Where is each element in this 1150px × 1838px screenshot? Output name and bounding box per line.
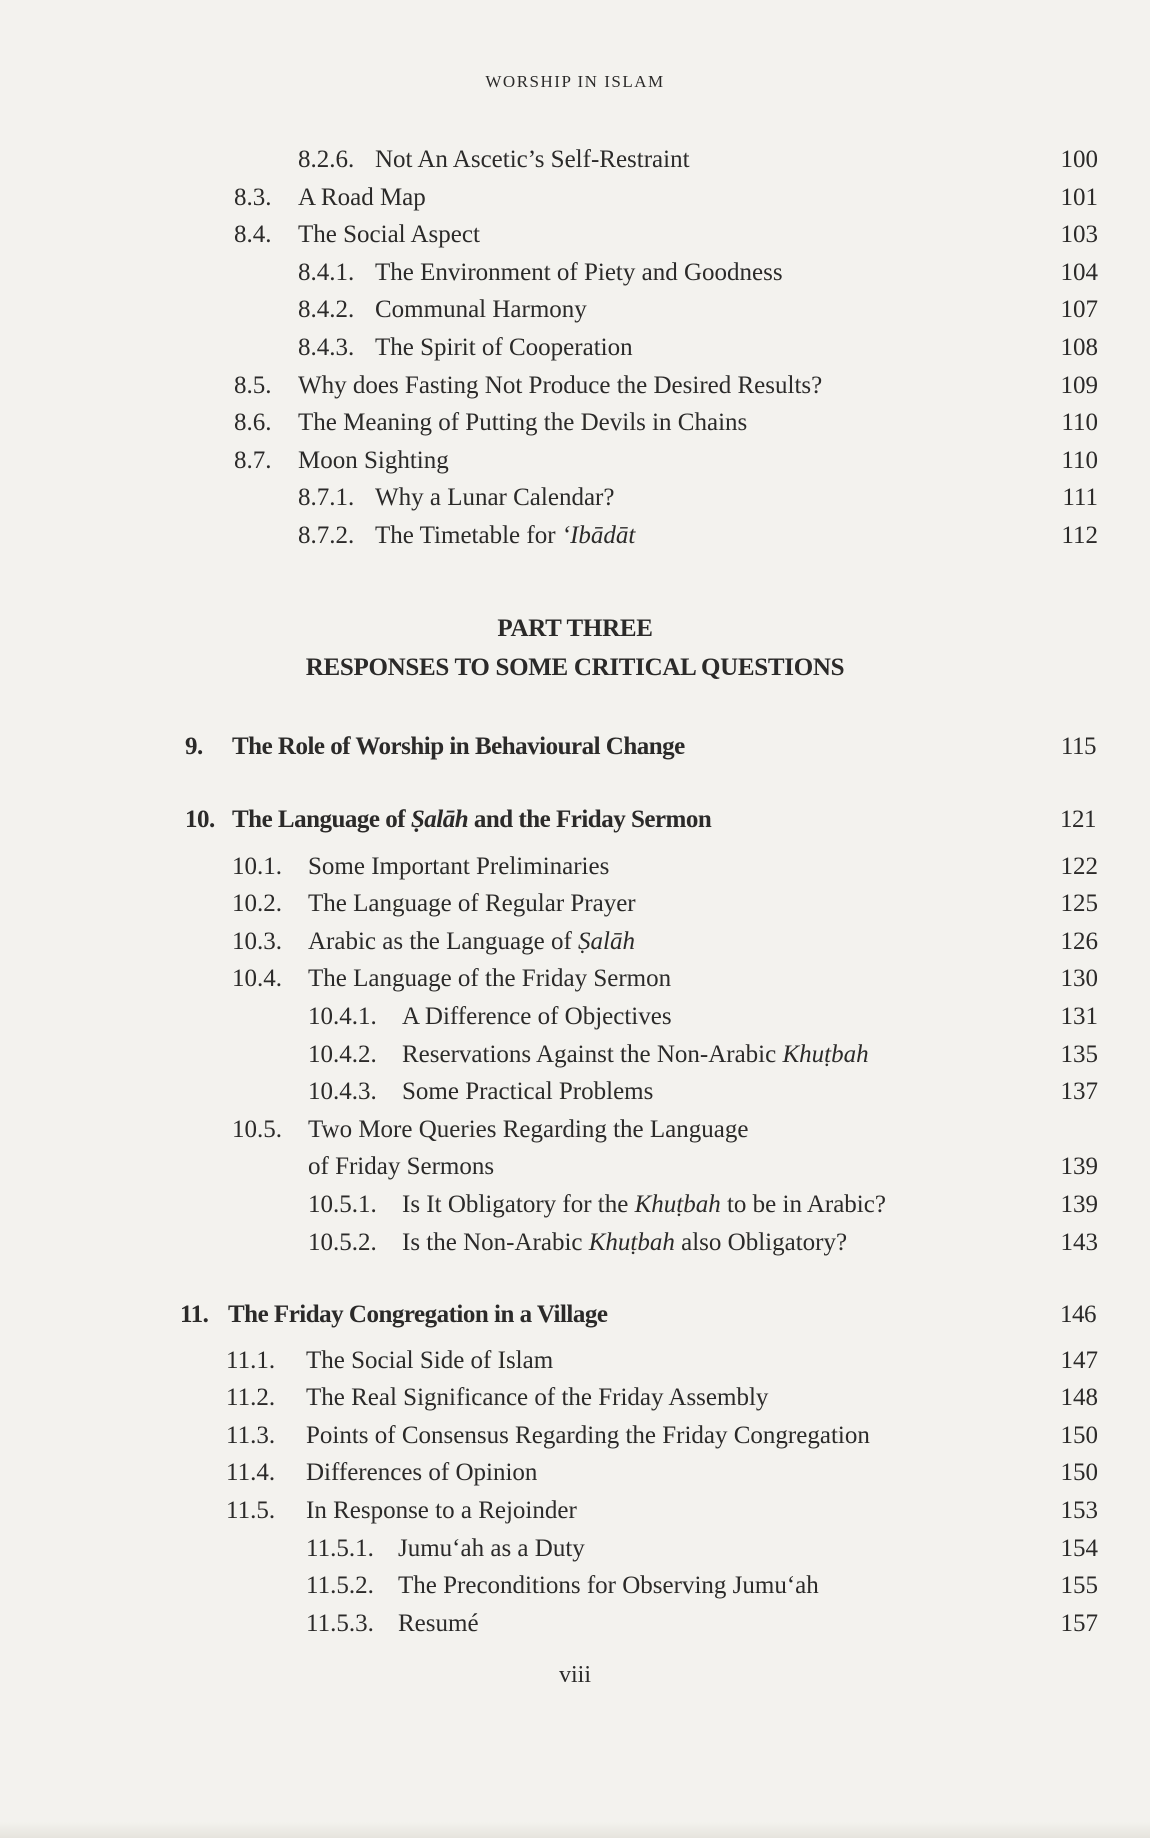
toc-entry [0, 216, 1150, 254]
entry-page-number: 137 [1060, 1078, 1098, 1106]
entry-number: 11.1. [226, 1346, 276, 1374]
entry-title [402, 1186, 886, 1224]
entry-title-text: The Social Side of Islam [306, 1346, 554, 1374]
part-label: PART THREE [497, 615, 653, 642]
entry-title [306, 1342, 553, 1380]
entry-title-text: Communal Harmony [375, 296, 587, 324]
entry-title-text: The Spirit of Cooperation [375, 333, 633, 361]
entry-title [375, 329, 633, 367]
entry-title-text: The Real Significance of the Friday Assembly [306, 1384, 769, 1412]
entry-number: 11.5. [226, 1496, 276, 1524]
entry-title-text: Points of Consensus Regarding the Friday Congregation [306, 1421, 870, 1449]
entry-page-number: 146 [1060, 1301, 1096, 1328]
entry-title-text: A Difference of Objectives [402, 1002, 672, 1030]
toc-entry [0, 1148, 1150, 1186]
entry-page-number: 110 [1061, 409, 1098, 437]
entry-title-text: The Meaning of Putting the Devils in Chains [298, 409, 748, 437]
entry-title [308, 885, 636, 923]
entry-title [308, 848, 609, 886]
entry-title-text: The Language of the Friday Sermon [308, 965, 672, 993]
entry-number: 8.7.1. [298, 484, 355, 512]
entry-title-italic-term: Ṣalāh [578, 927, 635, 955]
entry-title [232, 801, 711, 839]
entry-number: 10.4.3. [308, 1078, 377, 1106]
running-head: WORSHIP IN ISLAM [485, 72, 665, 91]
entry-title [232, 728, 685, 766]
entry-number: 10.5.1. [308, 1190, 377, 1218]
part-title: RESPONSES TO SOME CRITICAL QUESTIONS [305, 654, 845, 681]
entry-title-italic-term: Ṣalāh [410, 806, 469, 833]
toc-entry [0, 1111, 1150, 1149]
toc-entry [0, 923, 1150, 961]
entry-title [398, 1567, 819, 1605]
toc-entry [0, 1605, 1150, 1643]
entry-title [308, 923, 635, 961]
entry-number: 10.1. [232, 852, 282, 880]
entry-number: 10.5.2. [308, 1228, 377, 1256]
entry-page-number: 131 [1060, 1002, 1098, 1030]
entry-page-number: 121 [1060, 806, 1096, 833]
entry-title-text: The Language of [232, 806, 411, 833]
entry-title [375, 254, 783, 292]
toc-entry [0, 479, 1150, 517]
entry-number: 8.4. [234, 221, 272, 249]
entry-title [398, 1605, 479, 1643]
entry-page-number: 153 [1060, 1496, 1098, 1524]
entry-title-italic-term: Khuṭbah [588, 1228, 675, 1256]
entry-title [402, 1224, 847, 1262]
entry-title-italic-term: Khuṭbah [634, 1190, 721, 1218]
entry-title [402, 1073, 653, 1111]
entry-page-number: 122 [1060, 852, 1098, 880]
toc-entry [0, 141, 1150, 179]
entry-title-text: Not An Ascetic’s Self-Restraint [375, 146, 690, 173]
toc-entry [0, 1224, 1150, 1262]
page-number-folio: viii [558, 1662, 591, 1688]
entry-title-text: Jumu‘ah as a Duty [398, 1534, 585, 1562]
entry-title-text: also Obligatory? [674, 1228, 848, 1256]
entry-title [306, 1454, 537, 1492]
entry-title-text: to be in Arabic? [720, 1190, 886, 1218]
toc-entry [0, 1454, 1150, 1492]
entry-title [298, 442, 449, 480]
entry-number: 8.6. [234, 409, 272, 437]
entry-page-number: 103 [1060, 221, 1098, 249]
entry-title [306, 1417, 870, 1455]
entry-title [306, 1379, 768, 1417]
entry-title-text: of Friday Sermons [308, 1153, 495, 1181]
entry-title [402, 1036, 869, 1074]
toc-entry [0, 848, 1150, 886]
entry-page-number: 143 [1060, 1228, 1098, 1256]
entry-page-number: 154 [1060, 1534, 1098, 1562]
entry-number: 8.2.6. [298, 146, 355, 173]
entry-title-text: Why a Lunar Calendar? [375, 484, 615, 512]
entry-title-text: Moon Sighting [298, 446, 449, 474]
entry-number: 8.4.2. [298, 296, 355, 324]
entry-title [398, 1530, 585, 1568]
entry-page-number: 109 [1060, 371, 1098, 399]
entry-number: 8.4.1. [298, 258, 355, 286]
entry-title [375, 517, 635, 555]
entry-page-number: 135 [1060, 1040, 1098, 1068]
entry-page-number: 107 [1060, 296, 1098, 324]
entry-number: 11.2. [226, 1384, 276, 1412]
entry-title [306, 1492, 577, 1530]
entry-page-number: 100 [1060, 146, 1098, 173]
toc-entry [0, 960, 1150, 998]
entry-number: 10. [185, 806, 215, 833]
toc-chapter-entry [0, 1296, 1150, 1334]
entry-page-number: 139 [1060, 1153, 1098, 1181]
entry-page-number: 150 [1060, 1421, 1098, 1449]
entry-page-number: 108 [1060, 333, 1098, 361]
entry-page-number: 155 [1060, 1572, 1098, 1600]
toc-entry [0, 1567, 1150, 1605]
entry-number: 11. [180, 1301, 209, 1328]
entry-number: 8.7. [234, 446, 272, 474]
toc-entry [0, 1036, 1150, 1074]
entry-title [298, 367, 822, 405]
toc-entry [0, 404, 1150, 442]
entry-page-number: 125 [1060, 890, 1098, 918]
toc-entry [0, 179, 1150, 217]
entry-title-text: In Response to a Rejoinder [306, 1496, 577, 1524]
entry-page-number: 139 [1060, 1190, 1098, 1218]
toc-entry [0, 254, 1150, 292]
toc-entry [0, 517, 1150, 555]
entry-number: 8.4.3. [298, 333, 355, 361]
toc-entry [0, 329, 1150, 367]
page-edge [0, 1822, 1150, 1838]
entry-title-text: The Social Aspect [298, 221, 480, 249]
entry-number: 10.5. [232, 1115, 282, 1143]
entry-page-number: 104 [1060, 258, 1098, 286]
entry-page-number: 148 [1060, 1384, 1098, 1412]
entry-title [375, 479, 614, 517]
entry-page-number: 101 [1060, 183, 1098, 211]
entry-title-text: Some Practical Problems [402, 1078, 654, 1106]
entry-title [308, 960, 671, 998]
entry-number: 8.3. [234, 183, 272, 211]
entry-page-number: 126 [1060, 927, 1098, 955]
entry-page-number: 157 [1060, 1609, 1098, 1637]
entry-title [228, 1296, 607, 1334]
entry-title-text: Is It Obligatory for the [402, 1190, 635, 1218]
entry-number: 10.4.1. [308, 1002, 377, 1030]
toc-section-chapter-10 [0, 801, 1150, 1261]
entry-number: 8.5. [234, 371, 272, 399]
entry-title-text: The Environment of Piety and Goodness [375, 258, 783, 286]
entry-number: 11.5.3. [306, 1609, 374, 1637]
entry-title-text: and the Friday Sermon [468, 806, 712, 833]
entry-title-text: Is the Non-Arabic [402, 1228, 589, 1256]
entry-page-number: 112 [1061, 521, 1098, 549]
entry-page-number: 111 [1062, 484, 1098, 512]
entry-number: 10.2. [232, 890, 282, 918]
toc-entry [0, 1073, 1150, 1111]
entry-number: 9. [185, 733, 203, 760]
entry-number: 11.5.1. [306, 1534, 374, 1562]
toc-chapter-entry [0, 801, 1150, 839]
entry-title-italic-term: ‘Ibādāt [561, 521, 636, 549]
entry-title-text: Arabic as the Language of [308, 927, 579, 955]
entry-title [298, 216, 480, 254]
toc-entry [0, 998, 1150, 1036]
entry-page-number: 147 [1060, 1346, 1098, 1374]
toc-section-chapter-11 [0, 1296, 1150, 1642]
entry-title-text: A Road Map [298, 183, 426, 211]
entry-number: 11.3. [226, 1421, 276, 1449]
toc-entry [0, 1417, 1150, 1455]
entry-title-text: Two More Queries Regarding the Language [308, 1115, 749, 1143]
entry-title-text: The Preconditions for Observing Jumu‘ah [398, 1572, 819, 1600]
entry-title [308, 1148, 494, 1186]
entry-title-text: Resumé [398, 1609, 479, 1637]
toc-entry [0, 442, 1150, 480]
entry-title-text: Some Important Preliminaries [308, 852, 610, 880]
entry-page-number: 130 [1060, 965, 1098, 993]
entry-title [298, 179, 426, 217]
toc-chapter-entry [0, 728, 1150, 766]
entry-number: 11.4. [226, 1459, 276, 1487]
entry-title [375, 141, 690, 179]
entry-title-text: The Timetable for [375, 521, 562, 549]
entry-number: 8.7.2. [298, 521, 355, 549]
entry-number: 10.4.2. [308, 1040, 377, 1068]
entry-title-text: Reservations Against the Non-Arabic [402, 1040, 783, 1068]
toc-entry [0, 1492, 1150, 1530]
entry-title-text: The Friday Congregation in a Village [228, 1301, 608, 1328]
entry-title-text: Why does Fasting Not Produce the Desired Results? [298, 371, 823, 399]
toc-section-chapter-9 [0, 728, 1150, 766]
entry-number: 10.4. [232, 965, 282, 993]
toc-entry [0, 367, 1150, 405]
toc-entry [0, 885, 1150, 923]
entry-number: 10.3. [232, 927, 282, 955]
entry-title [375, 291, 587, 329]
entry-title-text: Differences of Opinion [306, 1459, 538, 1487]
toc-entry [0, 1530, 1150, 1568]
entry-title-text: The Role of Worship in Behavioural Change [232, 733, 685, 760]
toc-section-chapter-8-continued [0, 141, 1150, 555]
entry-title [308, 1111, 748, 1149]
toc-entry [0, 291, 1150, 329]
entry-number: 11.5.2. [306, 1572, 374, 1600]
toc-entry [0, 1342, 1150, 1380]
entry-title-text: The Language of Regular Prayer [308, 890, 636, 918]
toc-entry [0, 1186, 1150, 1224]
entry-page-number: 115 [1060, 733, 1096, 760]
entry-title [402, 998, 672, 1036]
entry-page-number: 110 [1061, 446, 1098, 474]
entry-title [298, 404, 747, 442]
toc-entry [0, 1379, 1150, 1417]
entry-title-italic-term: Khuṭbah [782, 1040, 869, 1068]
entry-page-number: 150 [1060, 1459, 1098, 1487]
